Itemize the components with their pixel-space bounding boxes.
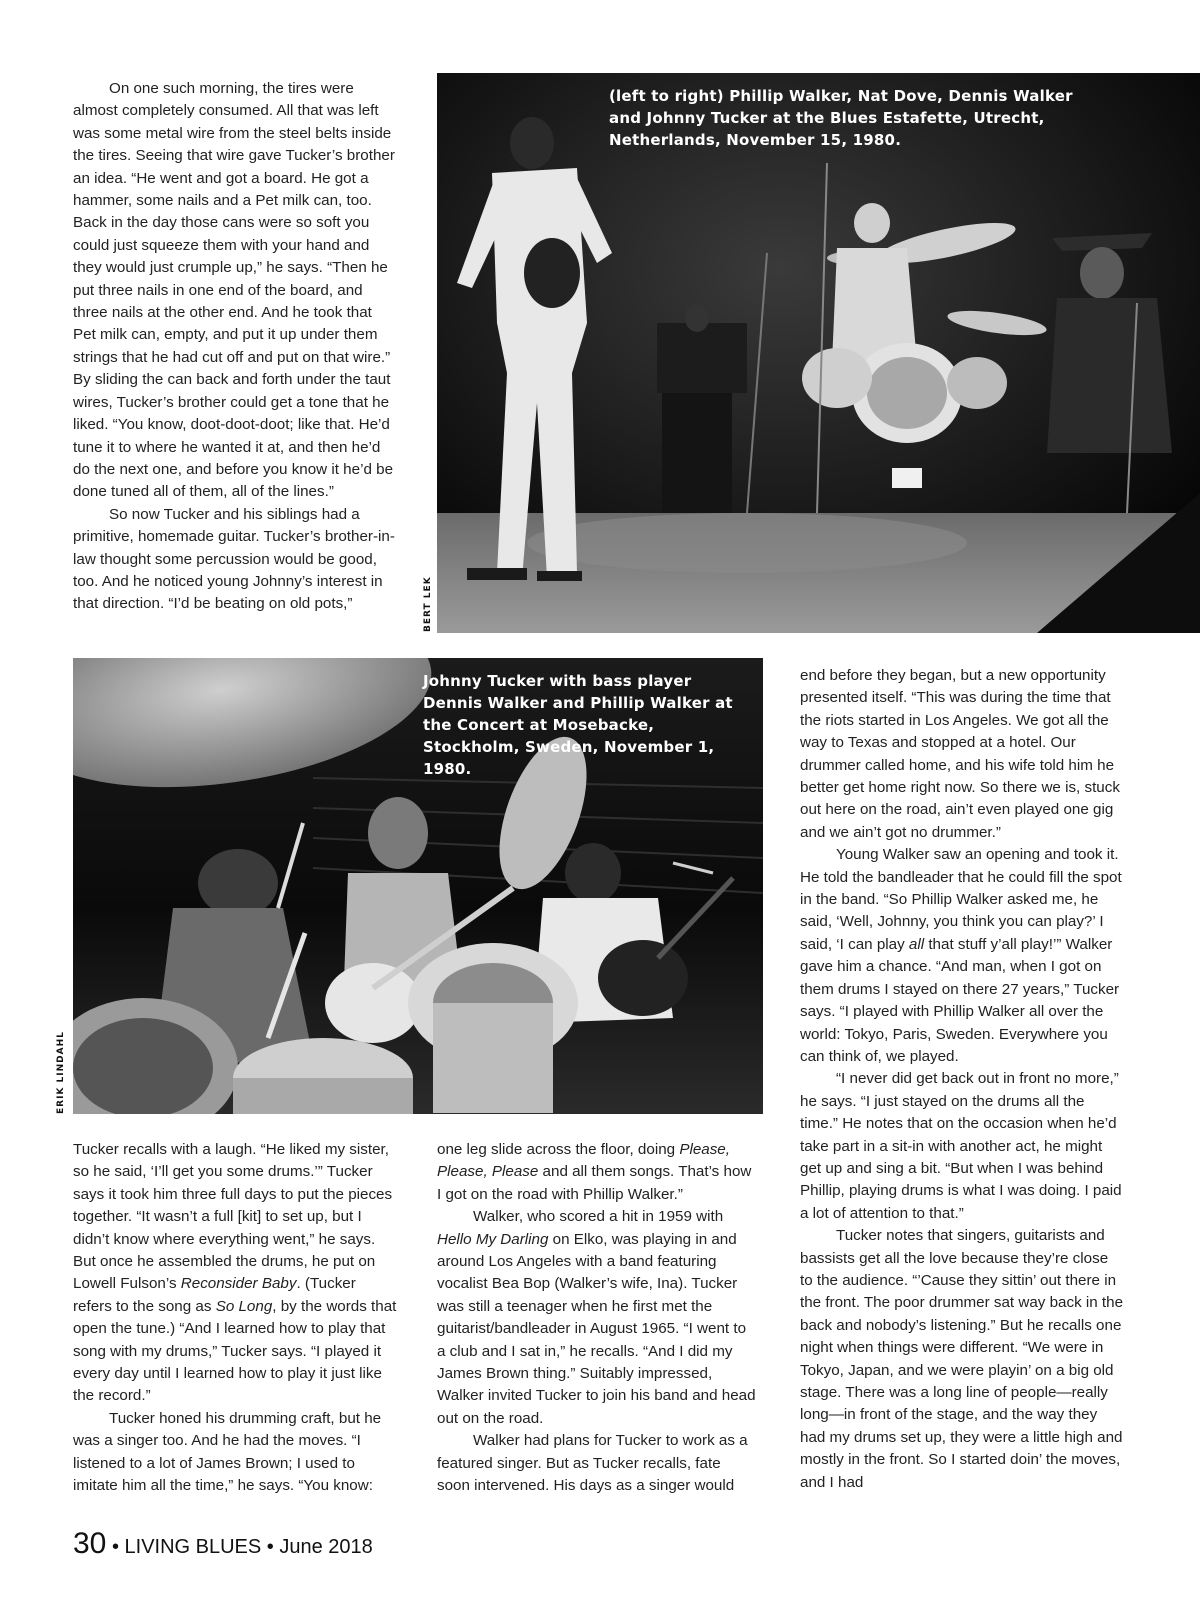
text-run: one leg slide across the floor, doing bbox=[437, 1141, 680, 1158]
column-1-top bbox=[73, 78, 398, 616]
photo-top-caption: (left to right) Phillip Walker, Nat Dove, Dennis Walker and Johnny Tucker at the Blues Estafette, Utrecht, Netherlands, November 15, 1980. bbox=[609, 87, 1073, 149]
footer-separator: • bbox=[111, 1536, 119, 1558]
paragraph: On one such morning, the tires were almost completely consumed. All that was left was some metal wire from the steel belts inside the tires. Seeing that wire gave Tucker’s brother an idea. “He went and got a board. He got a hammer, some nails and a Pet milk can, too. Back in the day those cans were so soft you could just squeeze them with your hand and they would just crumple up,” he says. “Then he put three nails in one end of the board, and three nails at the other end. And he took that Pet milk can, empty, and put it up under them strings that he had cut off and put on that wire.” By sliding the can back and forth under the taut wires, Tucker’s brother could get a tone that he liked. “You know, doot-doot-doot; like that. He’d tune it to where he wanted it at, and then he’d do the next one, and before you know it he’d be done tuned all of them, all of the lines.” bbox=[73, 80, 395, 501]
paragraph: Walker had plans for Tucker to work as a featured singer. But as Tucker recalls, fate soon intervened. His days as a singer would bbox=[437, 1432, 748, 1495]
page-number: 30 bbox=[73, 1527, 107, 1560]
song-title: Please, Please, Please bbox=[437, 1141, 730, 1181]
page-footer bbox=[73, 1527, 373, 1561]
paragraph bbox=[437, 1139, 757, 1206]
paragraph bbox=[800, 844, 1125, 1068]
magazine-name: LIVING BLUES bbox=[124, 1536, 262, 1558]
text-run: , by the words that open the tune.) “And I learned how to play that song with my drums,” Tucker says. “I played it every day until I learned how to play it just like the record.” bbox=[73, 1297, 397, 1405]
photo-middle bbox=[73, 658, 763, 1114]
paragraph bbox=[437, 1206, 757, 1430]
text-run: . (Tucker refers to the song as bbox=[73, 1275, 356, 1315]
paragraph bbox=[73, 1139, 398, 1408]
photo-top-credit: BERT LEK bbox=[423, 576, 433, 632]
text-run: that stuff y’all play!’” Walker gave him a chance. “And man, when I got on them drums I stayed on there 27 years,” Tucker says. “I played with Phillip Walker all over the world: Tokyo, Paris, Sweden. Everywhere you can think of, we played. bbox=[800, 935, 1120, 1065]
paragraph: Tucker honed his drumming craft, but he was a singer too. And he had the moves. “I listened to a lot of James Brown; I used to imitate him all the time,” he says. “You know: bbox=[73, 1409, 382, 1495]
paragraph: end before they began, but a new opportunity presented itself. “This was during the time that the riots started in Los Angeles. We got all the way to Texas and stopped at a hotel. Our drummer called home, and his wife told him he better get home right now. So there we is, stuck out here on the road, ain’t even played one gig and we ain’t got no drummer.” bbox=[800, 667, 1120, 841]
footer-separator: • bbox=[266, 1536, 274, 1558]
column-1-bottom bbox=[73, 1139, 398, 1498]
issue-date: June 2018 bbox=[279, 1536, 373, 1558]
paragraph: Tucker notes that singers, guitarists and bassists get all the love because they’re close to the audience. “’Cause they sittin’ out there in the front. The poor drummer sat way back in the back and nobody’s listening.” But he recalls one night when things were different. “We were in Tokyo, Japan, and we were playin’ on a big old stage. There was a long line of people—really long—in front of the stage, and the way they had my drums set up, they were a little high and mostly in the front. So I started doin’ the moves, and I had bbox=[800, 1227, 1124, 1491]
photo-top-image bbox=[437, 73, 1200, 633]
song-title: So Long bbox=[215, 1297, 273, 1315]
text-run: Tucker recalls with a laugh. “He liked my sister, so he said, ‘I’ll get you some drums.’” Tucker says it took him three full days to put the pieces together. “It wasn’t a full [kit] to set up, but I didn’t know where everything went,” he says. But once he assembled the drums, he put on Lowell Fulson’s bbox=[73, 1141, 393, 1293]
text-run: Young Walker saw an opening and took it. He told the bandleader that he could fill the spot in the band. “So Phillip Walker asked me, he said, ‘Well, Johnny, you think you can play?’ I said, ‘I can play bbox=[800, 846, 1122, 953]
photo-middle-credit: ERIK LINDAHL bbox=[56, 1031, 66, 1114]
photo-middle-caption: Johnny Tucker with bass player Dennis Walker and Phillip Walker at the Concert at Mosebacke, Stockholm, Sweden, November 1, 1980. bbox=[423, 672, 733, 778]
paragraph: So now Tucker and his siblings had a primitive, homemade guitar. Tucker’s brother-in-law thought some percussion would be good, too. And he noticed young Johnny’s interest in that direction. “I’d be beating on old pots,” bbox=[73, 505, 395, 613]
column-3 bbox=[800, 665, 1125, 1494]
song-title: Reconsider Baby bbox=[180, 1275, 297, 1293]
column-2 bbox=[437, 1139, 757, 1498]
text-run: Walker, who scored a hit in 1959 with bbox=[473, 1208, 724, 1226]
text-run: and all them songs. That’s how I got on the road with Phillip Walker.” bbox=[437, 1163, 752, 1203]
song-title: Hello My Darling bbox=[437, 1230, 549, 1248]
paragraph: “I never did get back out in front no more,” he says. “I just stayed on the drums all the time.” He notes that on the occasion when he’d take part in a sit-in with another act, he might get up and sing a bit. “But when I was behind Phillip, playing drums is what I was doing. I paid a lot of attention to that.” bbox=[800, 1070, 1122, 1222]
text-run: on Elko, was playing in and around Los Angeles with a band featuring vocalist Bea Bop (Walker’s wife, Ina). Tucker was still a teenager when he first met the guitarist/bandleader in August 1965. “I went to a club and I sat in,” he recalls. “And I did my James Brown thing.” Suitably impressed, Walker invited Tucker to join his band and head out on the road. bbox=[437, 1230, 756, 1427]
photo-top bbox=[437, 73, 1200, 633]
emphasis: all bbox=[908, 935, 925, 953]
